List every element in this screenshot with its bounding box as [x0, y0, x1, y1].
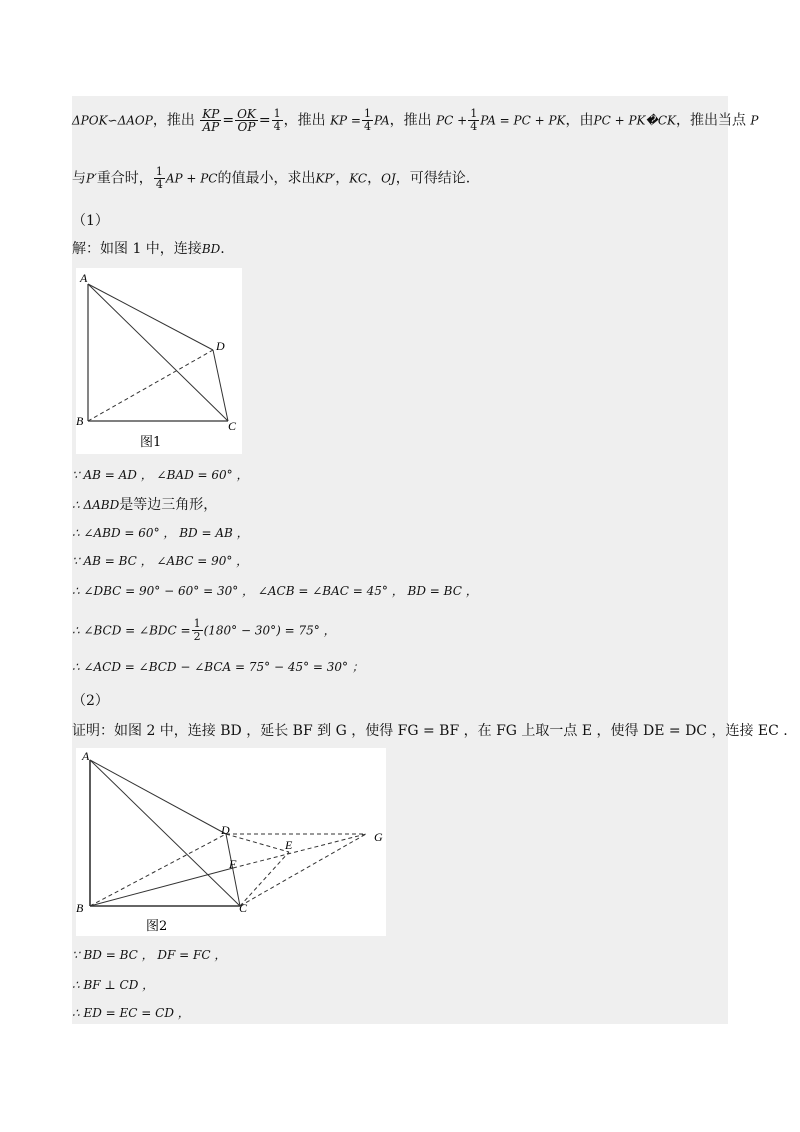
math: ∴ BF ⊥ CD ， — [72, 978, 155, 992]
text: ， — [367, 170, 382, 187]
text: ，推出 — [283, 112, 326, 129]
figure-1-diagram — [76, 268, 242, 454]
similar-triangles: ΔPOK∽ΔAOP — [72, 113, 153, 128]
text: 与 — [72, 170, 86, 187]
math: ∴ ∠ABD = 60° ， BD = AB ， — [72, 526, 249, 540]
analysis-line-1 — [72, 107, 759, 134]
math: PC + — [436, 113, 468, 128]
math: PC + PK�CK — [593, 113, 676, 128]
math: ∴ ED = EC = CD ， — [72, 1006, 190, 1020]
figure-2-diagram — [76, 748, 386, 936]
segment-ad — [90, 760, 226, 834]
text: ，可得结论. — [395, 170, 471, 187]
numerator: 1 — [155, 165, 163, 178]
math: OJ — [381, 171, 396, 186]
point-d-label: D — [221, 823, 230, 837]
math: KC — [349, 171, 368, 186]
point-c-label: C — [228, 419, 237, 433]
figure-2-caption: 图2 — [146, 919, 168, 934]
segment-ec-dashed — [240, 852, 289, 906]
equals: = — [222, 112, 235, 129]
point-c-label: C — [239, 901, 248, 915]
text: ，推出当点 — [675, 112, 746, 129]
segment-ac — [90, 760, 240, 906]
math: PA = PC + PK — [480, 113, 566, 128]
denominator: 4 — [273, 120, 281, 133]
denominator: 4 — [364, 120, 371, 133]
segment-bd-dashed — [90, 834, 226, 906]
denominator: AP — [202, 120, 220, 134]
part2-step-2 — [72, 976, 728, 994]
text: 重合时， — [96, 170, 153, 187]
part1-label: （1） — [72, 213, 109, 229]
point-f-label: F — [229, 857, 237, 871]
segment-ac — [88, 284, 228, 421]
text: 解：如图 1 中，连接 — [72, 241, 202, 257]
point-b-label: B — [76, 901, 84, 915]
text: ，由 — [565, 112, 594, 129]
math: ∴ ∠BCD = ∠BDC = — [72, 623, 191, 638]
point-a-label: A — [82, 749, 90, 763]
segment-bf — [90, 868, 233, 906]
figure-1 — [76, 268, 242, 454]
math: ∴ ∠ACD = ∠BCD − ∠BCA = 75° − 45° = 30° ； — [72, 660, 364, 674]
numerator: 1 — [193, 617, 201, 630]
numerator: 1 — [364, 107, 371, 120]
segment-bd-dashed — [88, 350, 213, 421]
part2-step-1 — [72, 946, 728, 964]
text: 的值最小，求出 — [217, 170, 316, 187]
denominator: OP — [237, 120, 256, 134]
equals: = — [258, 112, 271, 129]
part2-step-3 — [72, 1004, 728, 1022]
math: ∵ AB = AD ， ∠BAD = 60° ， — [72, 468, 249, 482]
numerator: OK — [237, 107, 256, 121]
point-b-label: B — [76, 414, 84, 428]
point-label: P′ — [86, 171, 97, 186]
analysis-line-2 — [72, 166, 728, 191]
math: ∵ AB = BC ， ∠ABC = 90° ， — [72, 554, 249, 568]
point-g-label: G — [374, 830, 383, 844]
segment-de-dashed — [226, 834, 289, 852]
part1-step-7 — [72, 658, 728, 676]
text: ，推出 — [152, 112, 195, 129]
denominator: 4 — [155, 178, 163, 191]
math: AP + PC — [165, 171, 218, 186]
segment-cg-dashed — [240, 834, 366, 906]
part1-step-3 — [72, 524, 728, 542]
part1-step-6 — [72, 618, 728, 643]
math: KP = — [330, 113, 361, 128]
math: BD — [201, 242, 221, 256]
part1-intro — [72, 240, 728, 258]
math: ∴ ΔABD — [72, 498, 120, 512]
part1-step-1 — [72, 466, 728, 484]
segment-dc — [213, 350, 228, 421]
numerator: 1 — [470, 107, 478, 120]
fraction — [200, 108, 221, 133]
part1-step-5 — [72, 582, 728, 600]
numerator: KP — [202, 107, 220, 121]
part1-step-4 — [72, 552, 728, 570]
fraction — [468, 108, 479, 133]
math: KP′ — [315, 171, 336, 186]
fraction — [192, 618, 203, 643]
figure-1-caption: 图1 — [140, 435, 162, 450]
fraction — [362, 108, 373, 133]
segment-fg-dashed — [233, 834, 366, 868]
text: ，推出 — [389, 112, 432, 129]
denominator: 4 — [470, 120, 478, 133]
figure-2 — [76, 748, 386, 936]
segment-ad — [88, 284, 213, 350]
math: (180° − 30°) = 75° ， — [203, 623, 336, 638]
point-label: P — [750, 113, 759, 128]
point-a-label: A — [80, 271, 88, 285]
part2-intro: 证明：如图 2 中，连接 BD ，延长 BF 到 G ，使得 FG = BF ，在 FG 上取一点 E ，使得 DE = DC ，连接 EC . — [72, 723, 788, 739]
math: ∴ ∠DBC = 90° − 60° = 30° ， ∠ACB = ∠BAC = 45° ， BD = BC ， — [72, 584, 478, 598]
text: . — [220, 241, 225, 257]
fraction — [235, 108, 258, 133]
math: ∵ BD = BC ， DF = FC ， — [72, 948, 227, 962]
fraction — [154, 166, 165, 191]
text: 是等边三角形， — [119, 497, 218, 513]
point-e-label: E — [285, 838, 293, 852]
numerator: 1 — [273, 107, 281, 120]
text: ， — [335, 170, 350, 187]
denominator: 2 — [193, 630, 201, 643]
point-d-label: D — [216, 339, 225, 353]
math: PA — [374, 113, 390, 128]
fraction — [272, 108, 283, 133]
part2-label: （2） — [72, 693, 109, 709]
part1-step-2 — [72, 496, 728, 514]
